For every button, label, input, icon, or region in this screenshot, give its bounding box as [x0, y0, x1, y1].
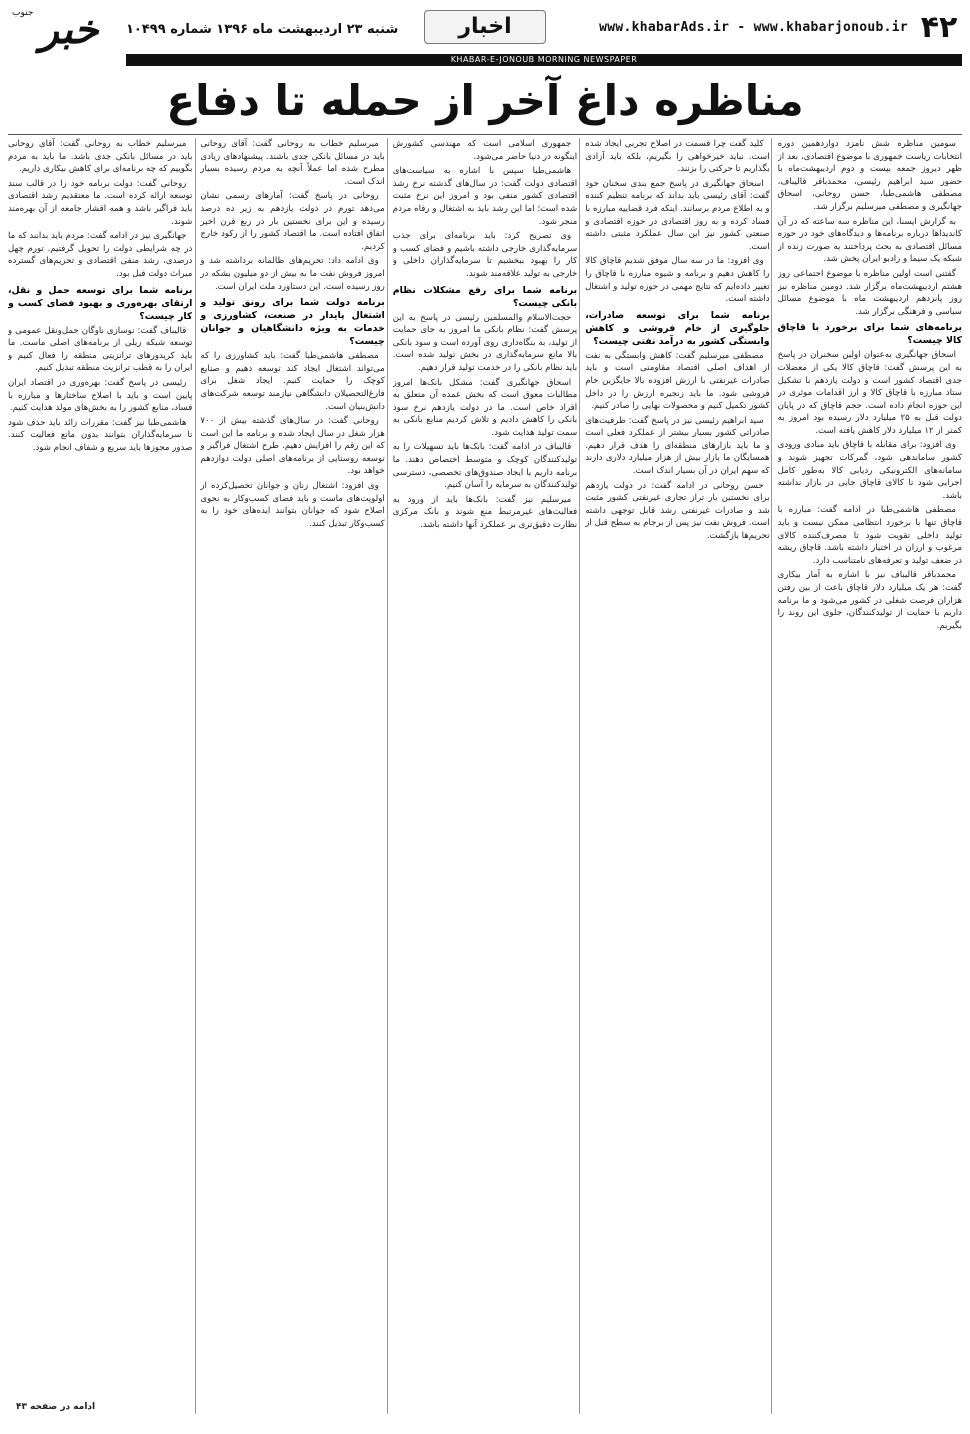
page-header — [0, 0, 970, 68]
article-column-1 — [778, 138, 962, 1414]
logo-subtitle: جنوب — [12, 8, 34, 18]
article-paragraph: هاشمی‌طبا نیز گفت: مقررات زائد باید حذف شود تا سرمایه‌گذاران بتوانند بدون مانع فعالیت کنند. صدور مجوزها باید سریع و شفاف انجام شود. — [7, 417, 193, 453]
column-divider — [195, 138, 196, 1414]
article-paragraph: اسحاق جهانگیری به‌عنوان اولین سخنران در پاسخ به این پرسش گفت: قاچاق کالا یکی از معضلات جدی اقتصاد کشور است و دولت یازدهم با تشکیل ستاد مبارزه با قاچاق کالا و ارز اقدامات موثری در این حوزه انجام داده است. حجم قاچاق که در پایان دولت قبل به ۲۵ میلیارد دلار رسیده بود امروز به کمتر از ۱۲ میلیارد دلار کاهش یافته است. — [777, 350, 962, 436]
website-links[interactable]: www.khabarAds.ir - www.khabarjonoub.ir — [599, 20, 908, 35]
main-headline: مناظره داغ آخر از حمله تا دفاع — [166, 76, 804, 125]
column-divider — [579, 138, 580, 1414]
article-paragraph: میرسلیم خطاب به روحانی گفت: آقای روحانی باید در مسائل بانکی جدی باشند. پیشنهادهای زیادی مطرح شده اما عملاً آنچه به مردم رسیده بسیار اندک است. — [200, 139, 385, 187]
article-body — [8, 138, 962, 1414]
article-paragraph: به گزارش ایسنا، این مناظره سه ساعته که در آن کاندیداها درباره برنامه‌ها و دیدگاه‌های خود در حوزه مسائل اقتصادی به بحث پرداختند به صورت زنده از شبکه یک سیما و رادیو ایران پخش شد. — [777, 216, 962, 265]
newspaper-logo — [6, 2, 116, 60]
article-column-2 — [585, 138, 769, 1414]
article-paragraph: کلید گفت چرا قسمت در اصلاح تجربی ایجاد شده است. نباید خیرخواهی را بگیریم، بلکه باید آزادی بگذاریم تا حرکتی را بزنند. — [585, 139, 770, 175]
article-paragraph: جهانگیری نیز در ادامه گفت: مردم باید بدانند که ما در چه شرایطی دولت را تحویل گرفتیم. تورم چهل درصدی، رشد منفی اقتصادی و تحریم‌های گسترده میراث دولت قبل بود. — [7, 231, 193, 279]
article-paragraph: وی افزود: اشتغال زنان و جوانان تحصیل‌کرده از اولویت‌های ماست و باید فضای کسب‌وکار به نحوی اصلاح شود که جوانان بتوانند ایده‌های خود را به کسب‌وکار تبدیل کنند. — [200, 481, 385, 529]
article-column-3 — [393, 138, 577, 1414]
article-paragraph: حسن روحانی در ادامه گفت: در دولت یازدهم برای نخستین بار تراز تجاری غیرنفتی کشور مثبت شد و صادرات غیرنفتی رشد قابل توجهی داشته است. فروش نفت نیز پس از برجام به سطح قبل از تحریم‌ها بازگشت. — [585, 480, 770, 542]
article-paragraph: قالیباف در ادامه گفت: بانک‌ها باید تسهیلات را به تولیدکنندگان کوچک و متوسط اختصاص دهند. ما برنامه داریم با ایجاد صندوق‌های تخصصی، دسترسی تولیدکنندگان به سرمایه را آسان کنیم. — [392, 442, 578, 491]
section-title: اخبار — [424, 10, 546, 44]
continued-on-page: ادامه در صفحه ۴۳ — [15, 1402, 96, 1412]
article-paragraph: جمهوری اسلامی است که مهندسی کشورش اینگونه در دنیا حاضر می‌شود. — [392, 139, 578, 162]
article-subheading: برنامه دولت شما برای رونق تولید و اشتغال پایدار در صنعت، کشاورزی و خدمات به ویژه دانشگاهیان و جوانان چیست؟ — [200, 297, 385, 348]
article-paragraph: هاشمی‌طبا سپس با اشاره به سیاست‌های اقتصادی دولت گفت: در سال‌های گذشته نرخ رشد اقتصادی کشور منفی بود و امروز این نرخ مثبت شده است؛ اما این رشد باید به اشتغال و رفاه مردم منجر شود. — [392, 166, 578, 227]
article-paragraph: قالیباف گفت: نوسازی ناوگان حمل‌ونقل عمومی و توسعه شبکه ریلی از برنامه‌های اصلی ماست. ما باید کریدورهای ترانزیتی منطقه را فعال کنیم و ایران را به قطب ترانزیت منطقه تبدیل کنیم. — [7, 325, 193, 374]
article-paragraph: مصطفی هاشمی‌طبا در ادامه گفت: مبارزه با قاچاق تنها با برخورد انتظامی ممکن نیست و باید تولید داخلی تقویت شود تا مصرف‌کننده کالای مرغوب و ارزان در اختیار داشته باشد. قاچاق ریشه در ضعف تولید و تعرفه‌های نامتناسب دارد. — [777, 505, 962, 566]
article-paragraph: رئیسی در پاسخ گفت: بهره‌وری در اقتصاد ایران پایین است و باید با اصلاح ساختارها و مبارزه با فساد، منابع کشور را به بخش‌های مولد هدایت کنیم. — [7, 377, 193, 414]
article-paragraph: روحانی گفت: دولت برنامه خود را در قالب سند توسعه ارائه کرده است. ما معتقدیم رشد اقتصادی باید فراگیر باشد و همه اقشار جامعه از آن بهره‌مند شوند. — [7, 178, 193, 227]
article-paragraph: محمدباقر قالیباف نیز با اشاره به آمار بیکاری گفت: هر یک میلیارد دلار قاچاق باعث از بین رفتن هزاران فرصت شغلی در کشور می‌شود و ما برنامه داریم با حمایت از تولیدکنندگان، جلوی این روند را بگیریم. — [777, 570, 962, 631]
page-number: ۴۲ — [920, 10, 958, 45]
issue-date: شنبه ۲۳ اردیبهشت ماه ۱۳۹۶ شماره ۱۰۴۹۹ — [126, 22, 399, 37]
logo-wordmark: خبر — [39, 6, 99, 53]
column-divider — [771, 138, 772, 1414]
article-column-5 — [8, 138, 192, 1414]
article-paragraph: میرسلیم خطاب به روحانی گفت: آقای روحانی باید در مسائل بانکی جدی باشد. ما باید به مردم بگوییم که چه برنامه‌ای برای کاهش بیکاری داریم. — [7, 139, 193, 175]
article-paragraph: سید ابراهیم رئیسی نیز در پاسخ گفت: ظرفیت‌های صادراتی کشور بسیار بیشتر از عملکرد فعلی است و ما باید بازارهای منطقه‌ای را هدف قرار دهیم. همسایگان ما بازار بیش از هزار میلیارد دلاری دارند که سهم ایران در آن بسیار اندک است. — [585, 415, 770, 477]
masthead-strip-text: KHABAR-E-JONOUB MORNING NEWSPAPER — [450, 55, 638, 64]
article-paragraph: گفتنی است اولین مناظره با موضوع اجتماعی روز هشتم اردیبهشت‌ماه برگزار شد. دومین مناظره نیز روز پانزدهم اردیبهشت ماه با موضوع مسائل سیاسی و فرهنگی برگزار شد. — [777, 268, 962, 317]
article-paragraph: اسحاق جهانگیری گفت: مشکل بانک‌ها امروز مطالبات معوق است که بخش عمده آن متعلق به افراد خاص است. ما در دولت یازدهم نرخ سود بانکی را کاهش دادیم و تلاش کردیم منابع بانکی به سمت تولید هدایت شود. — [392, 377, 578, 438]
headline-divider — [8, 134, 962, 135]
article-paragraph: مصطفی هاشمی‌طبا گفت: باید کشاورزی را که می‌تواند اشتغال ایجاد کند توسعه دهیم و صنایع کوچک را حمایت کنیم. ایجاد شغل برای فارغ‌التحصیلان دانشگاهی نیازمند توسعه شرکت‌های دانش‌بنیان است. — [200, 351, 385, 412]
article-paragraph: سومین مناظره شش نامزد دوازدهمین دوره انتخابات ریاست جمهوری با موضوع اقتصادی، بعد از ظهر دیروز جمعه بیست و دوم اردیبهشت‌ماه با حضور سید ابراهیم رئیسی، محمدباقر قالیباف، مصطفی هاشمی‌طبا، حسن روحانی، اسحاق جهانگیری و مصطفی میرسلیم برگزار شد. — [777, 139, 962, 212]
article-paragraph: مصطفی میرسلیم گفت: کاهش وابستگی به نفت از اهداف اصلی اقتصاد مقاومتی است و باید صادرات غیرنفتی با ارزش افزوده بالا جایگزین خام فروشی شود. ما باید زنجیره ارزش را در داخل کشور تکمیل کنیم و محصولات نهایی را صادر کنیم. — [585, 350, 770, 412]
article-subheading: برنامه شما برای توسعه حمل و نقل، ارتقای بهره‌وری و بهبود فضای کسب و کار چیست؟ — [7, 284, 193, 322]
article-paragraph: اسحاق جهانگیری در پاسخ جمع بندی سخنان خود گفت: آقای رئیسی باید بداند که برنامه تنظیم کننده و به اطلاع مردم برسانند. اینکه فرد قضاییه مبارزه با فساد کرده و به روز اقتصادی در حوزه اقتصادی و صنعتی کشور نیز این سال عملکرد مثبتی داشته است. — [585, 178, 770, 252]
article-paragraph: وی افزود: ما در سه سال موفق شدیم قاچاق کالا را کاهش دهیم و برنامه و شیوه مبارزه با قاچاق را تغییر داده‌ایم که نتایج مهمی در حوزه تولید و اشتغال داشته است. — [585, 256, 770, 305]
article-paragraph: روحانی در پاسخ گفت: آمارهای رسمی نشان می‌دهد تورم در دولت یازدهم به زیر ده درصد رسیده و این برای نخستین بار در ربع قرن اخیر اتفاق افتاده است. ما اقتصاد کشور را از رکود خارج کردیم. — [200, 191, 385, 252]
article-subheading: برنامه شما برای رفع مشکلات نظام بانکی چیست؟ — [392, 284, 578, 309]
column-divider — [387, 138, 388, 1414]
article-paragraph: وی افزود: برای مقابله با قاچاق باید مبادی ورودی کشور ساماندهی شود، گمرکات تجهیز شوند و سامانه‌های الکترونیکی ردیابی کالا به‌طور کامل اجرایی شود تا کالای قاچاق جایی در بازار نداشته باشد. — [777, 440, 962, 501]
article-paragraph: میرسلیم نیز گفت: بانک‌ها باید از ورود به فعالیت‌های غیرمرتبط منع شوند و بانک مرکزی نظارت دقیق‌تری بر عملکرد آنها داشته باشد. — [392, 494, 578, 531]
article-paragraph: حجت‌الاسلام والمسلمین رئیسی در پاسخ به این پرسش گفت: نظام بانکی ما امروز به جای حمایت از تولید، به بنگاه‌داری روی آورده است و سود بانکی بالا مانع سرمایه‌گذاری در بخش تولید شده است. باید نظام بانکی را در خدمت تولید قرار دهیم. — [392, 312, 578, 373]
article-subheading: برنامه شما برای توسعه صادرات، جلوگیری از خام فروشی و کاهش وابستگی کشور به درآمد نفتی چیست؟ — [585, 309, 770, 347]
masthead-strip — [126, 54, 962, 66]
article-subheading: برنامه‌های شما برای برخورد با قاچاق کالا چیست؟ — [777, 322, 962, 347]
article-column-4 — [200, 138, 384, 1414]
article-paragraph: وی تصریح کرد: باید برنامه‌ای برای جذب سرمایه‌گذاری خارجی داشته باشیم و فضای کسب و کار را بهبود ببخشیم تا سرمایه‌گذاران داخلی و خارجی به تولید علاقه‌مند شوند. — [392, 231, 578, 279]
article-paragraph: وی ادامه داد: تحریم‌های ظالمانه برداشته شد و امروز فروش نفت ما به بیش از دو میلیون بشکه در روز رسیده است. این دستاورد ملت ایران است. — [200, 256, 385, 292]
article-paragraph: روحانی گفت: در سال‌های گذشته بیش از ۷۰۰ هزار شغل در سال ایجاد شده و برنامه ما این است که این رقم را افزایش دهیم. طرح اشتغال فراگیر و توسعه روستایی از برنامه‌های اصلی دولت دوازدهم خواهد بود. — [200, 416, 385, 477]
